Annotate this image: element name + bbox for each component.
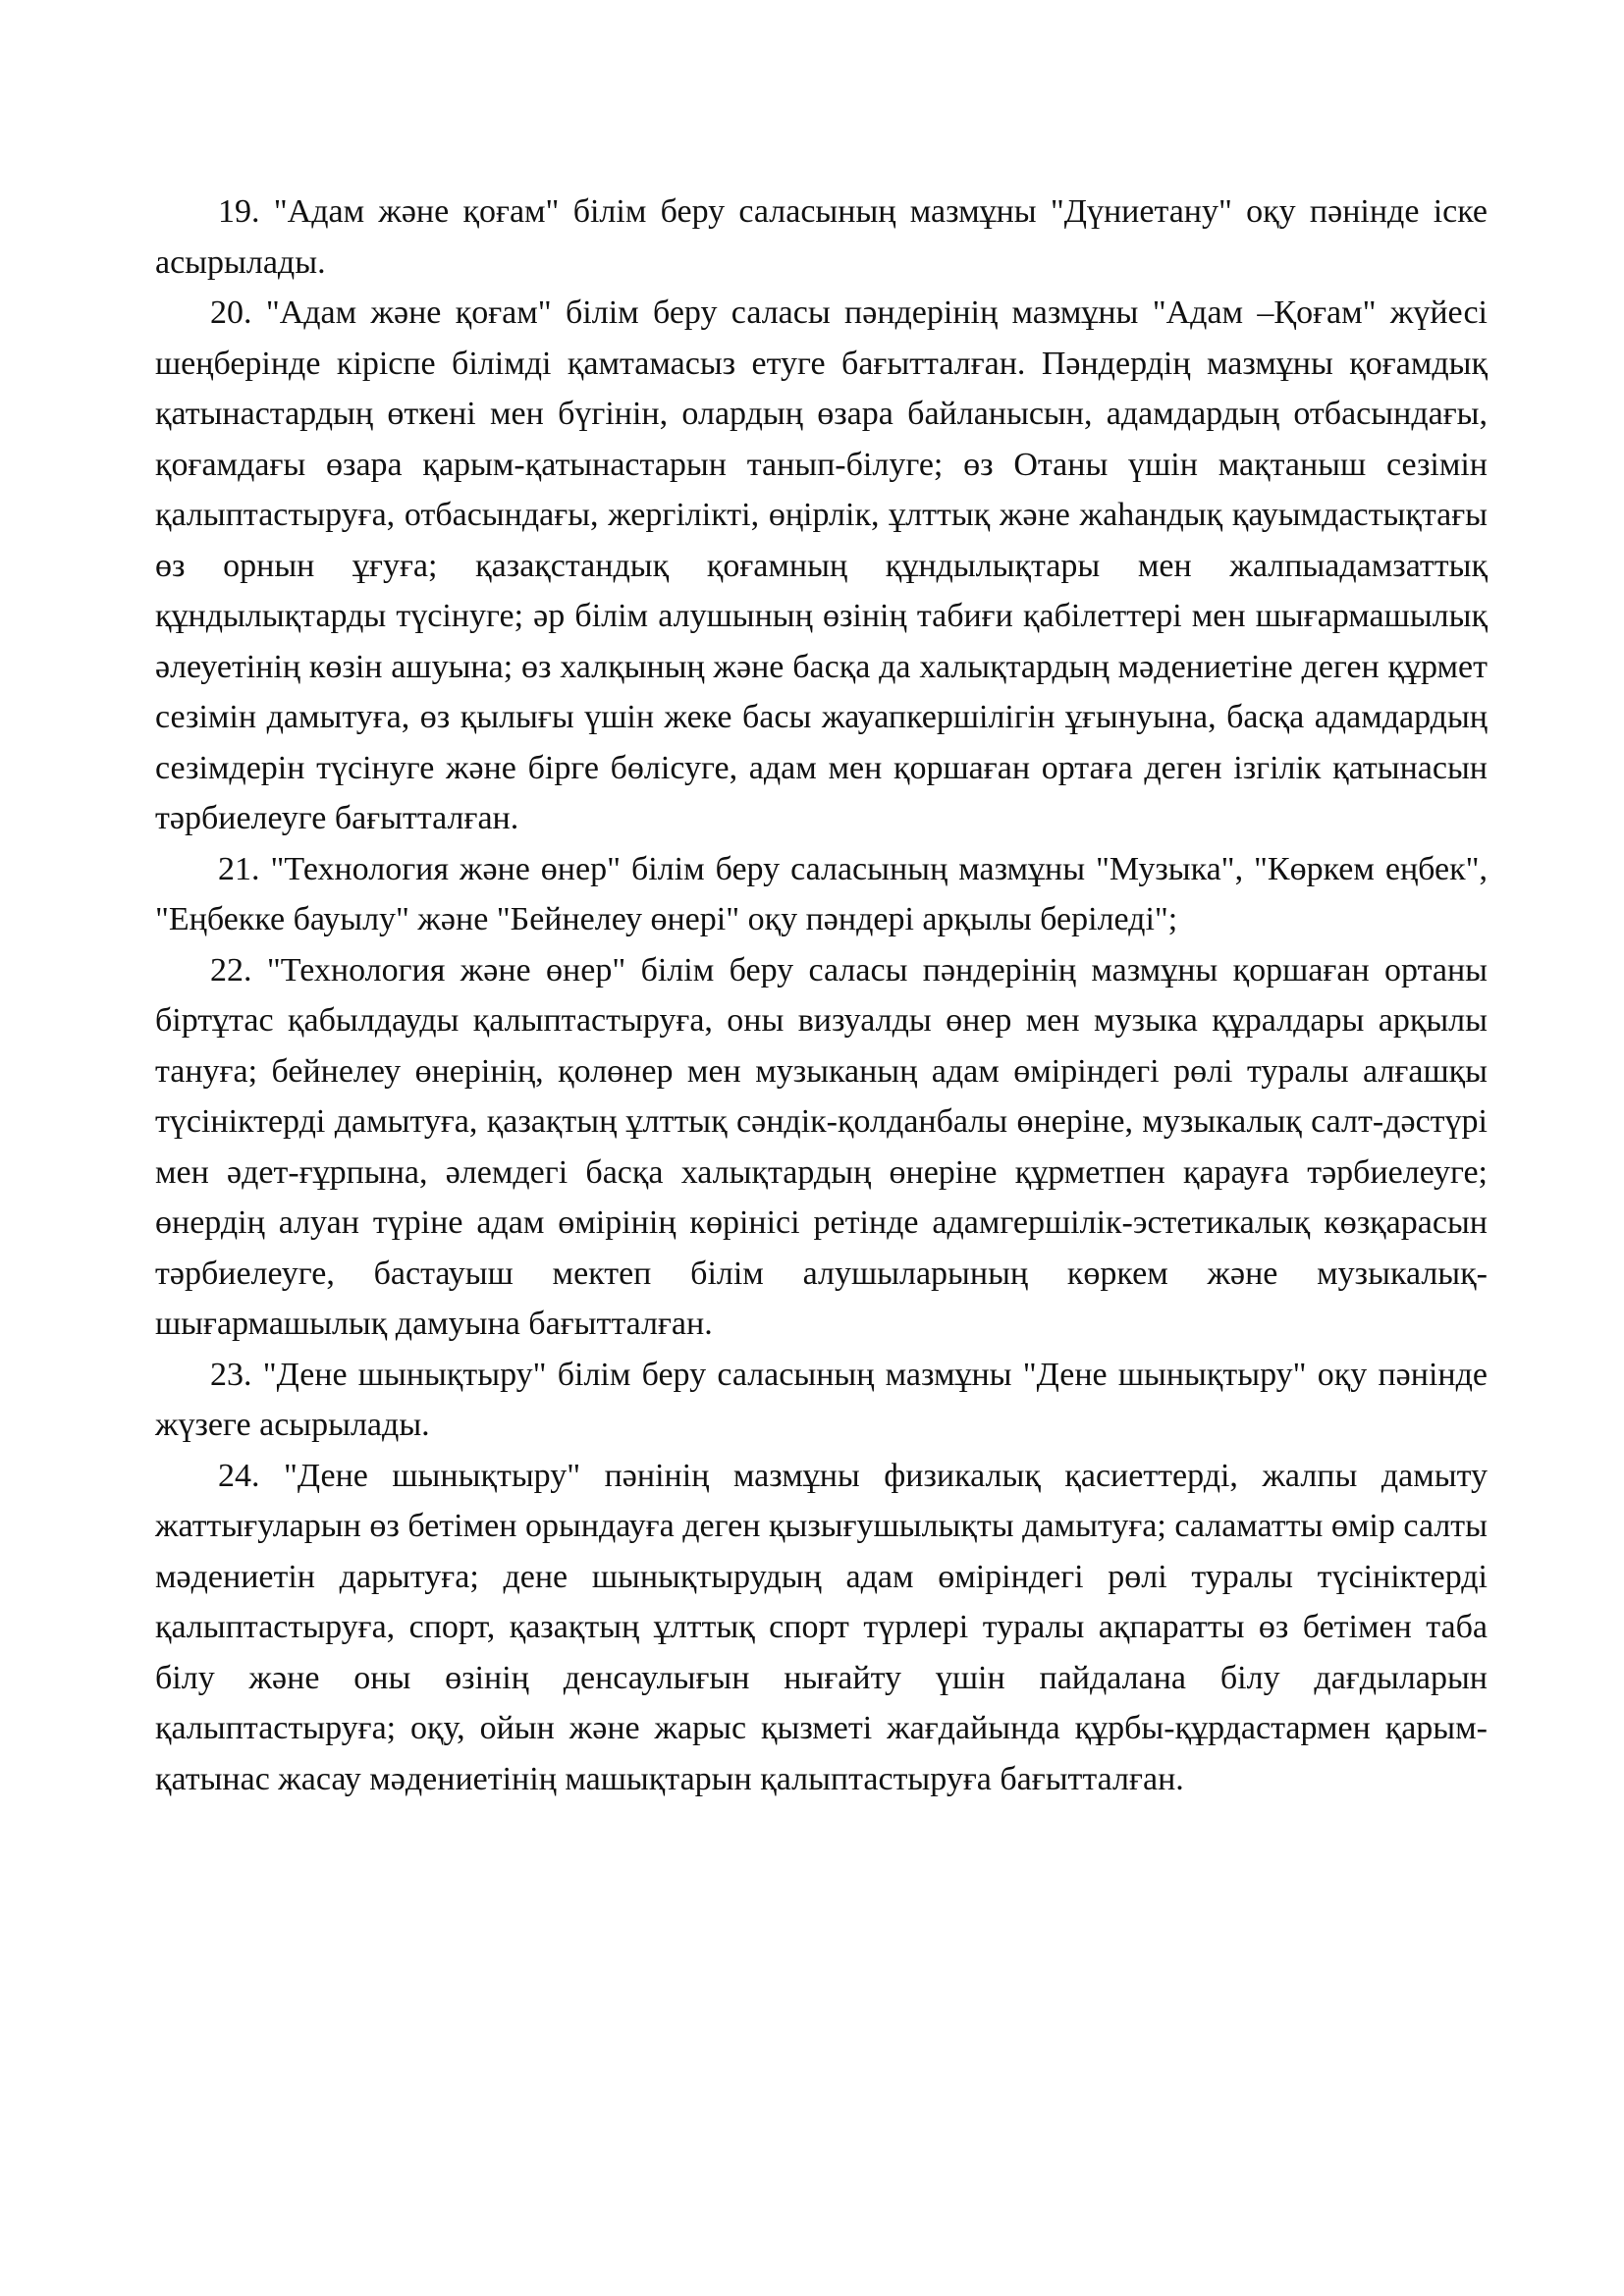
paragraph-19: 19. "Адам және қоғам" білім беру саласының мазмұны "Дүниетану" оқу пәнінде іске асырылады. xyxy=(155,193,1488,281)
paragraph-24: 24. "Дене шынықтыру" пәнінің мазмұны физикалық қасиеттерді, жалпы дамыту жаттығуларын өз бетімен орындауға деген қызығушылықты дамытуға; саламатты өмір салты мәдениетін дарытуға; дене шынықтырудың адам өміріндегі рөлі туралы түсініктерді қалыптастыруға, спорт, қазақтың ұлттық спорт түрлері туралы ақпаратты өз бетімен таба білу және оны өзінің денсаулығын нығайту үшін пайдалана білу дағдыларын қалыптастыруға; оқу, ойын және жарыс қызметі жағдайында құрбы-құрдастармен қарым-қатынас жасау мәдениетінің машықтарын қалыптастыруға бағытталған. xyxy=(155,1457,1488,1797)
paragraph-21: 21. "Технология және өнер" білім беру саласының мазмұны "Музыка", "Көркем еңбек", "Еңбекке бауылу" және "Бейнелеу өнері" оқу пәндері арқылы беріледі"; xyxy=(155,850,1488,937)
paragraph-23: 23. "Дене шынықтыру" білім беру саласының мазмұны "Дене шынықтыру" оқу пәнінде жүзеге асырылады. xyxy=(155,1356,1488,1443)
document-page xyxy=(155,187,1488,1804)
paragraph-20: 20. "Адам және қоғам" білім беру саласы пәндерінің мазмұны "Адам –Қоғам" жүйесі шеңберінде кіріспе білімді қамтамасыз етуге бағытталған. Пәндердің мазмұны қоғамдық қатынастардың өткені мен бүгінін, олардың өзара байланысын, адамдардың отбасындағы, қоғамдағы өзара қарым-қатынастарын танып-білуге; өз Отаны үшін мақтаныш сезімін қалыптастыруға, отбасындағы, жергілікті, өңірлік, ұлттық және жаһандық қауымдастықтағы өз орнын ұғуға; қазақстандық қоғамның құндылықтары мен жалпыадамзаттық құндылықтарды түсінуге; әр білім алушының өзінің табиғи қабілеттері мен шығармашылық әлеуетінің көзін ашуына; өз халқының және басқа да халықтардың мәдениетіне деген құрмет сезімін дамытуға, өз қылығы үшін жеке басы жауапкершілігін ұғынуына, басқа адамдардың сезімдерін түсінуге және бірге бөлісуге, адам мен қоршаған ортаға деген ізгілік қатынасын тәрбиелеуге бағытталған. xyxy=(155,294,1488,836)
paragraph-22: 22. "Технология және өнер" білім беру саласы пәндерінің мазмұны қоршаған ортаны біртұтас қабылдауды қалыптастыруға, оны визуалды өнер мен музыка құралдары арқылы тануға; бейнелеу өнерінің, қолөнер мен музыканың адам өміріндегі рөлі туралы алғашқы түсініктерді дамытуға, қазақтың ұлттық сәндік-қолданбалы өнеріне, музыкалық салт-дәстүрі мен әдет-ғұрпына, әлемдегі басқа халықтардың өнеріне құрметпен қарауға тәрбиелеуге; өнердің алуан түріне адам өмірінің көрінісі ретінде адамгершілік-эстетикалық көзқарасын тәрбиелеуге, бастауыш мектеп білім алушыларының көркем және музыкалық-шығармашылық дамуына бағытталған. xyxy=(155,951,1488,1342)
